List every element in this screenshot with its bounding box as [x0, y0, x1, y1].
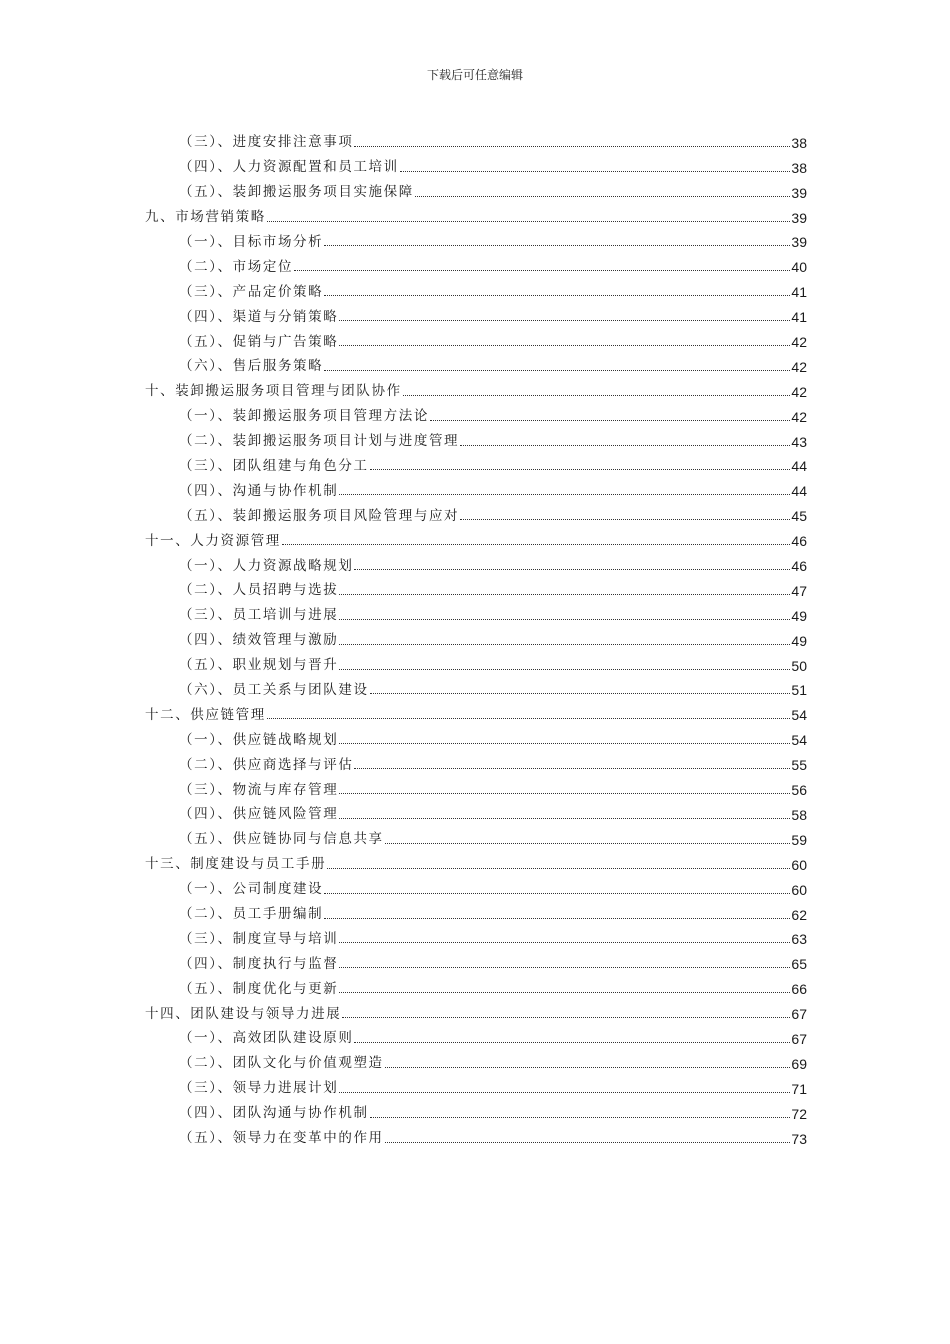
toc-entry-title: （一）、装卸搬运服务项目管理方法论 — [179, 408, 429, 425]
toc-dot-leader — [339, 967, 790, 968]
toc-section-entry[interactable] — [145, 972, 807, 997]
toc-entry-title: （五）、促销与广告策略 — [179, 333, 339, 350]
toc-section-entry[interactable] — [145, 176, 807, 201]
toc-page-number: 50 — [791, 657, 807, 674]
toc-section-entry[interactable] — [145, 674, 807, 699]
toc-dot-leader — [385, 1067, 791, 1068]
toc-page-number: 41 — [791, 309, 807, 326]
toc-entry-title: （三）、进度安排注意事项 — [179, 134, 354, 151]
toc-entry-title: （五）、制度优化与更新 — [179, 980, 339, 997]
toc-dot-leader — [354, 1042, 790, 1043]
toc-dot-leader — [339, 320, 790, 321]
toc-section-entry[interactable] — [145, 275, 807, 300]
toc-page-number: 59 — [791, 831, 807, 848]
toc-page-number: 42 — [791, 358, 807, 375]
toc-section-entry[interactable] — [145, 947, 807, 972]
toc-entry-title: （一）、供应链战略规划 — [179, 731, 339, 748]
toc-page-number: 72 — [791, 1105, 807, 1122]
toc-page-number: 39 — [791, 234, 807, 251]
toc-page-number: 43 — [791, 433, 807, 450]
toc-section-entry[interactable] — [145, 574, 807, 599]
table-of-contents — [145, 126, 807, 1147]
toc-entry-title: （四）、供应链风险管理 — [179, 806, 339, 823]
toc-entry-title: （五）、装卸搬运服务项目实施保障 — [179, 184, 414, 201]
toc-page-number: 45 — [791, 508, 807, 525]
toc-section-entry[interactable] — [145, 300, 807, 325]
toc-section-entry[interactable] — [145, 126, 807, 151]
toc-dot-leader — [342, 1017, 790, 1018]
toc-section-entry[interactable] — [145, 400, 807, 425]
toc-entry-title: 十一、人力资源管理 — [145, 532, 281, 549]
toc-entry-title: 十三、制度建设与员工手册 — [145, 856, 327, 873]
toc-dot-leader — [415, 196, 791, 197]
toc-dot-leader — [339, 494, 790, 495]
toc-section-entry[interactable] — [145, 898, 807, 923]
toc-entry-title: （一）、目标市场分析 — [179, 233, 324, 250]
toc-entry-title: （六）、员工关系与团队建设 — [179, 681, 369, 698]
toc-entry-title: （四）、制度执行与监督 — [179, 955, 339, 972]
toc-page-number: 39 — [791, 184, 807, 201]
toc-page-number: 71 — [791, 1080, 807, 1097]
toc-entry-title: 十二、供应链管理 — [145, 706, 266, 723]
toc-entry-title: （一）、公司制度建设 — [179, 881, 324, 898]
toc-entry-title: （五）、供应链协同与信息共享 — [179, 831, 384, 848]
toc-entry-title: （四）、绩效管理与激励 — [179, 632, 339, 649]
page-header: 下载后可任意编辑 — [426, 68, 523, 82]
toc-section-entry[interactable] — [145, 599, 807, 624]
toc-dot-leader — [324, 295, 790, 296]
toc-section-entry[interactable] — [145, 499, 807, 524]
toc-page-number: 49 — [791, 607, 807, 624]
toc-page-number: 65 — [791, 956, 807, 973]
toc-section-entry[interactable] — [145, 226, 807, 251]
toc-section-entry[interactable] — [145, 474, 807, 499]
toc-page-number: 73 — [791, 1130, 807, 1147]
toc-section-entry[interactable] — [145, 748, 807, 773]
toc-dot-leader — [339, 644, 790, 645]
toc-dot-leader — [267, 221, 791, 222]
toc-page-number: 60 — [791, 881, 807, 898]
toc-section-entry[interactable] — [145, 425, 807, 450]
toc-dot-leader — [385, 843, 791, 844]
toc-page-number: 38 — [791, 159, 807, 176]
toc-section-entry[interactable] — [145, 325, 807, 350]
toc-entry-title: （一）、高效团队建设原则 — [179, 1030, 354, 1047]
toc-page-number: 42 — [791, 383, 807, 400]
toc-page-number: 44 — [791, 458, 807, 475]
toc-section-entry[interactable] — [145, 450, 807, 475]
toc-section-entry[interactable] — [145, 773, 807, 798]
toc-entry-title: （五）、装卸搬运服务项目风险管理与应对 — [179, 507, 460, 524]
toc-section-entry[interactable] — [145, 1047, 807, 1072]
toc-entry-title: （四）、团队沟通与协作机制 — [179, 1105, 369, 1122]
toc-dot-leader — [370, 693, 791, 694]
toc-dot-leader — [339, 992, 790, 993]
toc-entry-title: （五）、职业规划与晋升 — [179, 657, 339, 674]
toc-section-entry[interactable] — [145, 624, 807, 649]
toc-entry-title: 十、装卸搬运服务项目管理与团队协作 — [145, 383, 402, 400]
toc-page-number: 56 — [791, 782, 807, 799]
toc-page-number: 46 — [791, 533, 807, 550]
toc-page-number: 62 — [791, 906, 807, 923]
toc-dot-leader — [460, 519, 790, 520]
toc-chapter-entry[interactable] — [145, 848, 807, 873]
toc-chapter-entry[interactable] — [145, 997, 807, 1022]
toc-dot-leader — [460, 445, 790, 446]
toc-page-number: 54 — [791, 707, 807, 724]
toc-dot-leader — [339, 743, 790, 744]
toc-section-entry[interactable] — [145, 723, 807, 748]
toc-page-number: 67 — [791, 1006, 807, 1023]
toc-page-number: 40 — [791, 259, 807, 276]
toc-page-number: 47 — [791, 582, 807, 599]
toc-entry-title: （二）、市场定位 — [179, 258, 294, 275]
toc-section-entry[interactable] — [145, 1122, 807, 1147]
toc-entry-title: 九、市场营销策略 — [145, 209, 266, 226]
toc-entry-title: （一）、人力资源战略规划 — [179, 557, 354, 574]
toc-page-number: 66 — [791, 981, 807, 998]
toc-page-number: 49 — [791, 632, 807, 649]
toc-page-number: 63 — [791, 931, 807, 948]
toc-dot-leader — [339, 793, 790, 794]
toc-page-number: 58 — [791, 806, 807, 823]
toc-dot-leader — [324, 245, 790, 246]
toc-dot-leader — [370, 1117, 791, 1118]
toc-dot-leader — [339, 345, 790, 346]
toc-dot-leader — [403, 395, 791, 396]
toc-section-entry[interactable] — [145, 250, 807, 275]
toc-page-number: 51 — [791, 682, 807, 699]
toc-dot-leader — [354, 768, 790, 769]
toc-entry-title: （三）、员工培训与进展 — [179, 607, 339, 624]
toc-section-entry[interactable] — [145, 923, 807, 948]
toc-page-number: 67 — [791, 1030, 807, 1047]
toc-dot-leader — [282, 544, 791, 545]
toc-section-entry[interactable] — [145, 151, 807, 176]
toc-chapter-entry[interactable] — [145, 375, 807, 400]
toc-page-number: 46 — [791, 558, 807, 575]
toc-dot-leader — [400, 171, 791, 172]
toc-entry-title: （三）、物流与库存管理 — [179, 781, 339, 798]
toc-section-entry[interactable] — [145, 873, 807, 898]
toc-entry-title: （五）、领导力在变革中的作用 — [179, 1130, 384, 1147]
toc-dot-leader — [324, 918, 790, 919]
toc-page-number: 54 — [791, 732, 807, 749]
toc-entry-title: （二）、员工手册编制 — [179, 906, 324, 922]
toc-dot-leader — [339, 594, 790, 595]
toc-entry-title: （四）、沟通与协作机制 — [179, 482, 339, 499]
toc-section-entry[interactable] — [145, 649, 807, 674]
toc-entry-title: （二）、团队文化与价值观塑造 — [179, 1055, 384, 1072]
toc-page-number: 42 — [791, 334, 807, 351]
toc-dot-leader — [370, 469, 791, 470]
toc-page-number: 69 — [791, 1055, 807, 1072]
toc-dot-leader — [294, 270, 790, 271]
toc-page-number: 38 — [791, 134, 807, 151]
toc-dot-leader — [324, 370, 790, 371]
toc-dot-leader — [267, 718, 791, 719]
toc-entry-title: （三）、制度宣导与培训 — [179, 930, 339, 947]
toc-entry-title: （四）、渠道与分销策略 — [179, 308, 339, 325]
toc-page-number: 39 — [791, 209, 807, 226]
toc-dot-leader — [339, 669, 790, 670]
toc-page-number: 42 — [791, 408, 807, 425]
toc-section-entry[interactable] — [145, 549, 807, 574]
toc-dot-leader — [327, 868, 790, 869]
toc-entry-title: 十四、团队建设与领导力进展 — [145, 1005, 342, 1022]
toc-page-number: 60 — [791, 856, 807, 873]
toc-entry-title: （二）、供应商选择与评估 — [179, 756, 354, 773]
toc-page-number: 55 — [791, 757, 807, 774]
toc-entry-title: （四）、人力资源配置和员工培训 — [179, 159, 399, 176]
toc-dot-leader — [339, 942, 790, 943]
toc-section-entry[interactable] — [145, 1097, 807, 1122]
toc-section-entry[interactable] — [145, 798, 807, 823]
toc-dot-leader — [354, 146, 790, 147]
toc-dot-leader — [385, 1142, 791, 1143]
toc-entry-title: （三）、团队组建与角色分工 — [179, 457, 369, 474]
toc-chapter-entry[interactable] — [145, 698, 807, 723]
toc-dot-leader — [354, 569, 790, 570]
toc-section-entry[interactable] — [145, 1072, 807, 1097]
toc-entry-title: （三）、领导力进展计划 — [179, 1080, 339, 1097]
toc-section-entry[interactable] — [145, 1022, 807, 1047]
toc-section-entry[interactable] — [145, 823, 807, 848]
toc-dot-leader — [324, 893, 790, 894]
toc-dot-leader — [430, 420, 790, 421]
toc-section-entry[interactable] — [145, 350, 807, 375]
toc-dot-leader — [339, 1092, 790, 1093]
toc-entry-title: （二）、人员招聘与选拔 — [179, 582, 339, 599]
toc-page-number: 41 — [791, 284, 807, 301]
toc-chapter-entry[interactable] — [145, 524, 807, 549]
toc-entry-title: （三）、产品定价策略 — [179, 283, 324, 300]
toc-entry-title: （六）、售后服务策略 — [179, 358, 324, 375]
toc-dot-leader — [339, 818, 790, 819]
toc-chapter-entry[interactable] — [145, 201, 807, 226]
toc-page-number: 44 — [791, 483, 807, 500]
toc-dot-leader — [339, 619, 790, 620]
toc-entry-title: （二）、装卸搬运服务项目计划与进度管理 — [179, 433, 460, 450]
